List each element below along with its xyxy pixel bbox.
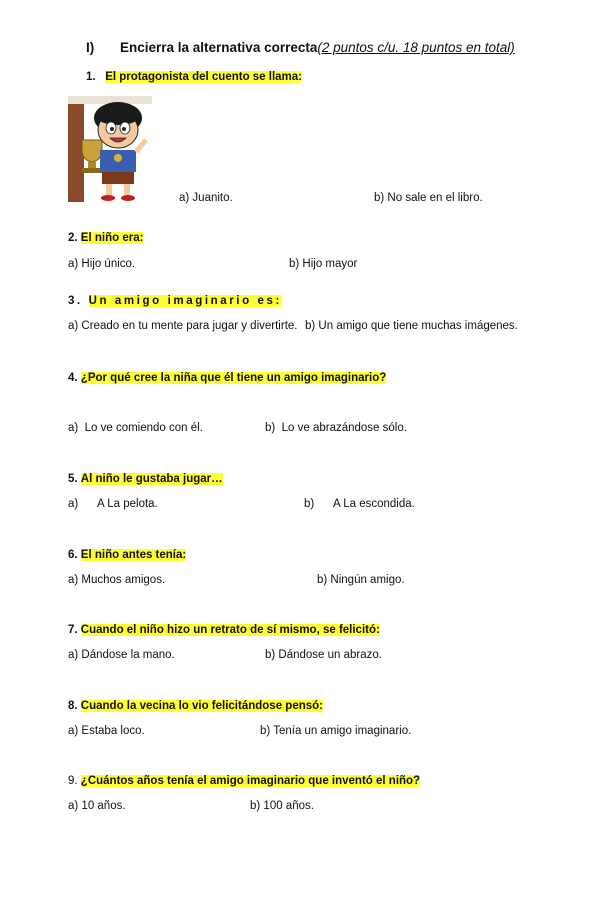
question-5: [68, 473, 223, 485]
question-9: [68, 775, 420, 787]
question-text: El niño era:: [80, 232, 144, 244]
question-text: Al niño le gustaba jugar…: [80, 473, 223, 485]
question-text: El niño antes tenía:: [80, 549, 187, 561]
question-number: 2.: [68, 232, 78, 244]
question-8: [68, 700, 323, 712]
option-a: a) Creado en tu mente para jugar y divertirte.: [68, 320, 298, 332]
question-number: 7.: [68, 624, 78, 636]
option-b-label: b): [304, 498, 315, 510]
option-b: b) Ningún amigo.: [317, 574, 405, 586]
question-number: 9.: [68, 775, 78, 787]
option-a: a) 10 años.: [68, 800, 126, 812]
question-number: 1.: [86, 71, 96, 83]
question-6: [68, 549, 186, 561]
question-3: [68, 295, 282, 307]
section-number: I): [86, 40, 95, 55]
option-b: b) Lo ve abrazándose sólo.: [265, 422, 407, 434]
question-text: El protagonista del cuento se llama:: [105, 71, 303, 83]
question-number: 6.: [68, 549, 78, 561]
option-a: a) Dándose la mano.: [68, 649, 175, 661]
option-b: b) 100 años.: [250, 800, 314, 812]
option-b: b) Hijo mayor: [289, 258, 358, 270]
question-number: 3.: [68, 295, 83, 307]
option-b: A La escondida.: [333, 498, 415, 510]
question-text: Cuando el niño hizo un retrato de sí mismo, se felicitó:: [80, 624, 380, 636]
question-text: ¿Por qué cree la niña que él tiene un amigo imaginario?: [80, 372, 387, 384]
option-a: a) Juanito.: [179, 192, 233, 204]
question-number: 5.: [68, 473, 78, 485]
option-b: b) Un amigo que tiene muchas imágenes.: [305, 320, 518, 332]
option-a: a) Estaba loco.: [68, 725, 145, 737]
option-b: b) No sale en el libro.: [374, 192, 483, 204]
question-4: [68, 372, 386, 384]
question-text: Cuando la vecina lo vio felicitándose pensó:: [80, 700, 323, 712]
option-a: a) Hijo único.: [68, 258, 136, 270]
question-1: [86, 71, 302, 83]
cartoon-boy-illustration: [68, 96, 152, 202]
question-7: [68, 624, 380, 636]
option-a: a) Muchos amigos.: [68, 574, 166, 586]
question-number: 8.: [68, 700, 78, 712]
question-text: Un amigo imaginario es:: [88, 295, 282, 307]
option-a: a) Lo ve comiendo con él.: [68, 422, 203, 434]
option-b: b) Tenía un amigo imaginario.: [260, 725, 412, 737]
section-title: [120, 40, 515, 55]
option-a: A La pelota.: [97, 498, 158, 510]
question-number: 4.: [68, 372, 78, 384]
question-2: [68, 232, 143, 244]
option-b: b) Dándose un abrazo.: [265, 649, 382, 661]
section-title-text: Encierra la alternativa correcta: [120, 40, 318, 55]
question-text: ¿Cuántos años tenía el amigo imaginario que inventó el niño?: [80, 775, 421, 787]
section-points: (2 puntos c/u. 18 puntos en total): [317, 40, 515, 55]
option-a-label: a): [68, 498, 79, 510]
